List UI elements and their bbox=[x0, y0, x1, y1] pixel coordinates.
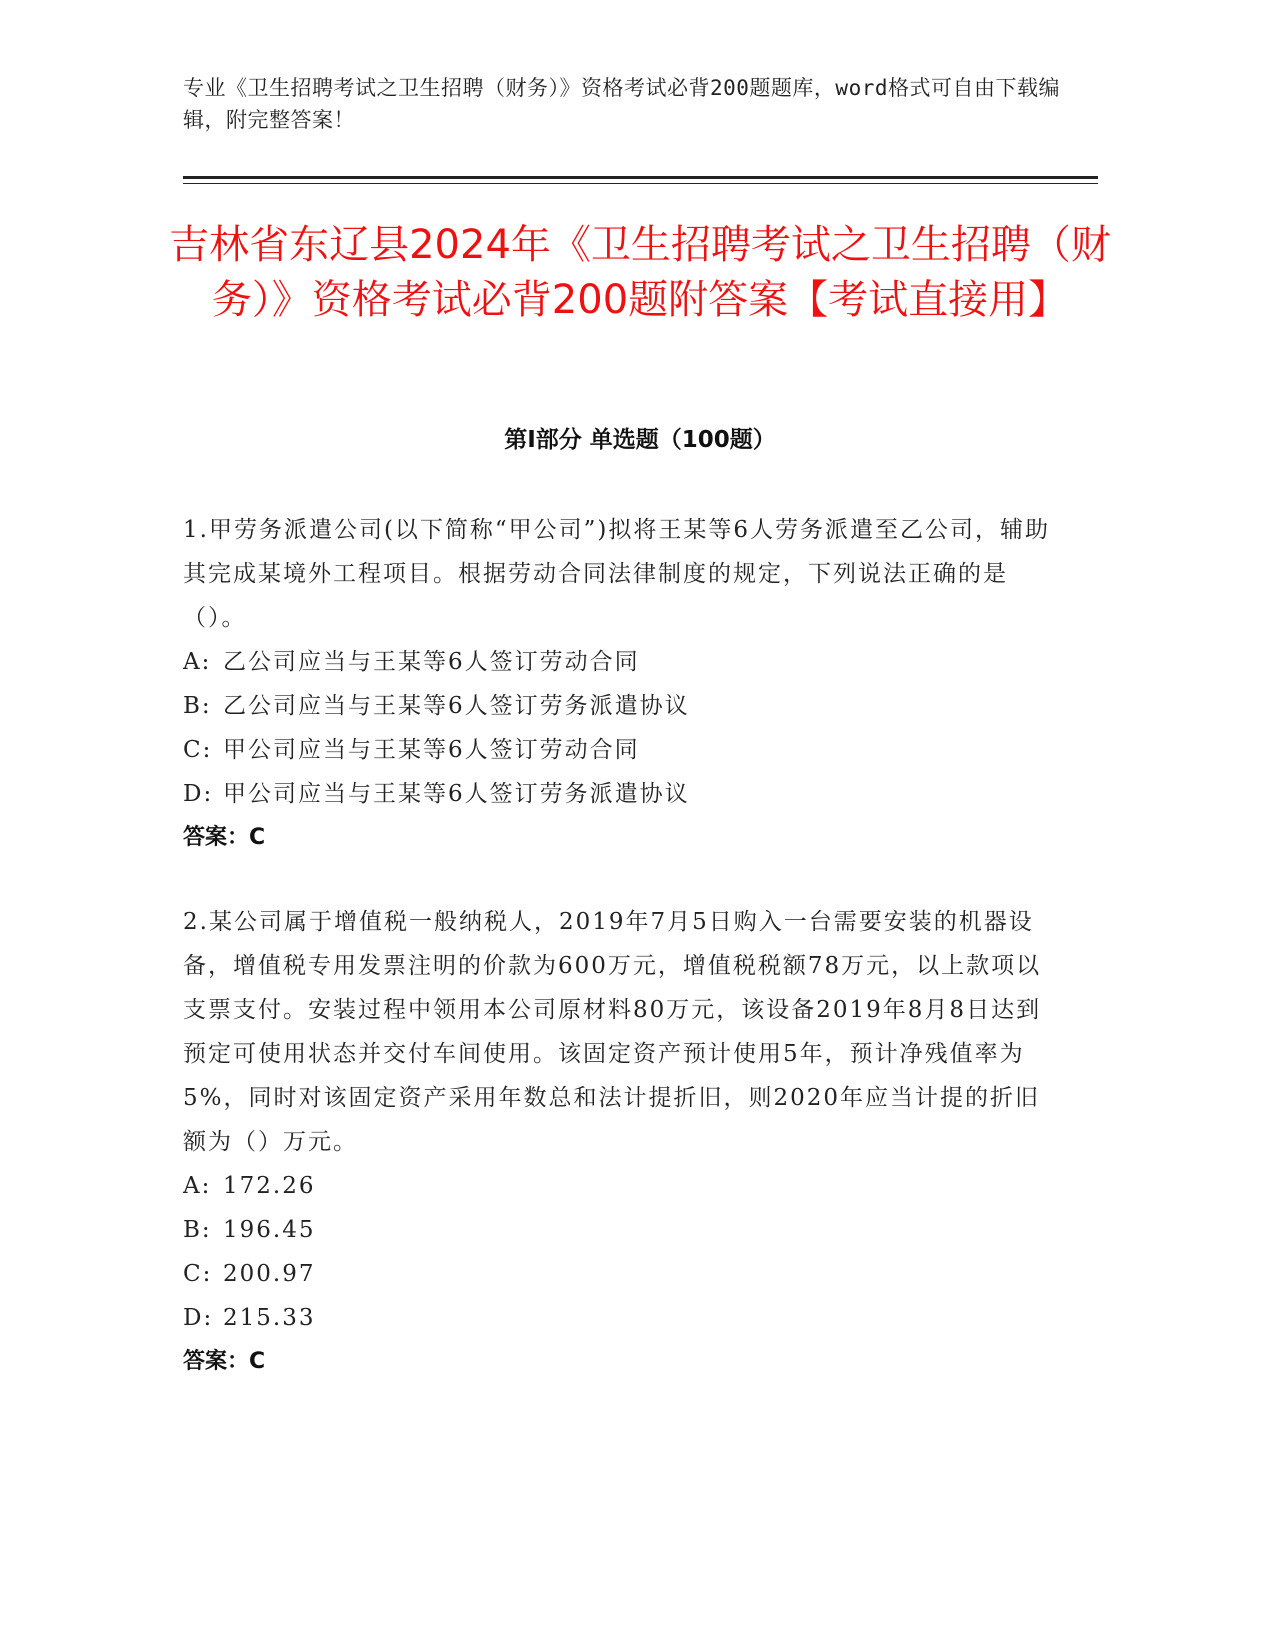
question-list bbox=[183, 508, 1063, 1424]
option-text: 乙公司应当与王某等6人签订劳动合同 bbox=[223, 649, 640, 675]
option-c bbox=[183, 728, 1063, 772]
question-text: 2.某公司属于增值税一般纳税人，2019年7月5日购入一台需要安装的机器设备，增值税专用发票注明的价款为600万元，增值税税额78万元，以上款项以支票支付。安装过程中领用本公司原材料80万元，该设备2019年8月8日达到预定可使用状态并交付车间使用。该固定资产预计使用5年，预计净残值率为5%，同时对该固定资产采用年数总和法计提折旧，则2020年应当计提的折旧额为（）万元。 bbox=[183, 909, 1042, 1155]
option-d bbox=[183, 1296, 1063, 1340]
option-text: 乙公司应当与王某等6人签订劳务派遣协议 bbox=[223, 693, 690, 719]
option-d bbox=[183, 772, 1063, 816]
option-c bbox=[183, 1252, 1063, 1296]
option-text: 196.45 bbox=[223, 1217, 316, 1243]
option-text: 甲公司应当与王某等6人签订劳务派遣协议 bbox=[223, 781, 690, 807]
question-1 bbox=[183, 508, 1063, 860]
option-text: 215.33 bbox=[223, 1305, 316, 1331]
option-letter: A: bbox=[183, 1173, 212, 1199]
option-b bbox=[183, 1208, 1063, 1252]
question-text: 1.甲劳务派遣公司(以下简称“甲公司”)拟将王某等6人劳务派遣至乙公司，辅助其完成某境外工程项目。根据劳动合同法律制度的规定，下列说法正确的是（）。 bbox=[183, 517, 1051, 631]
option-text: 甲公司应当与王某等6人签订劳动合同 bbox=[223, 737, 640, 763]
document-title: 吉林省东辽县2024年《卫生招聘考试之卫生招聘（财务）》资格考试必背200题附答案【考试直接用】 bbox=[169, 222, 1111, 323]
option-text: 172.26 bbox=[223, 1173, 316, 1199]
option-letter: B: bbox=[183, 693, 212, 719]
option-letter: A: bbox=[183, 649, 212, 675]
header-note: 专业《卫生招聘考试之卫生招聘（财务）》资格考试必背200题题库，word格式可自由下载编辑，附完整答案！ bbox=[183, 76, 1060, 132]
option-letter: C: bbox=[183, 1261, 213, 1287]
option-text: 200.97 bbox=[223, 1261, 316, 1287]
section-title: 第Ⅰ部分 单选题（100题） bbox=[504, 427, 776, 453]
option-b bbox=[183, 684, 1063, 728]
option-a bbox=[183, 640, 1063, 684]
header-divider-thin bbox=[183, 183, 1098, 184]
question-2 bbox=[183, 900, 1063, 1384]
answer: 答案：C bbox=[183, 825, 266, 850]
option-letter: C: bbox=[183, 737, 213, 763]
header-divider-thick bbox=[183, 176, 1098, 179]
option-a bbox=[183, 1164, 1063, 1208]
option-letter: D: bbox=[183, 781, 214, 807]
option-letter: B: bbox=[183, 1217, 212, 1243]
answer: 答案：C bbox=[183, 1349, 266, 1374]
option-letter: D: bbox=[183, 1305, 214, 1331]
